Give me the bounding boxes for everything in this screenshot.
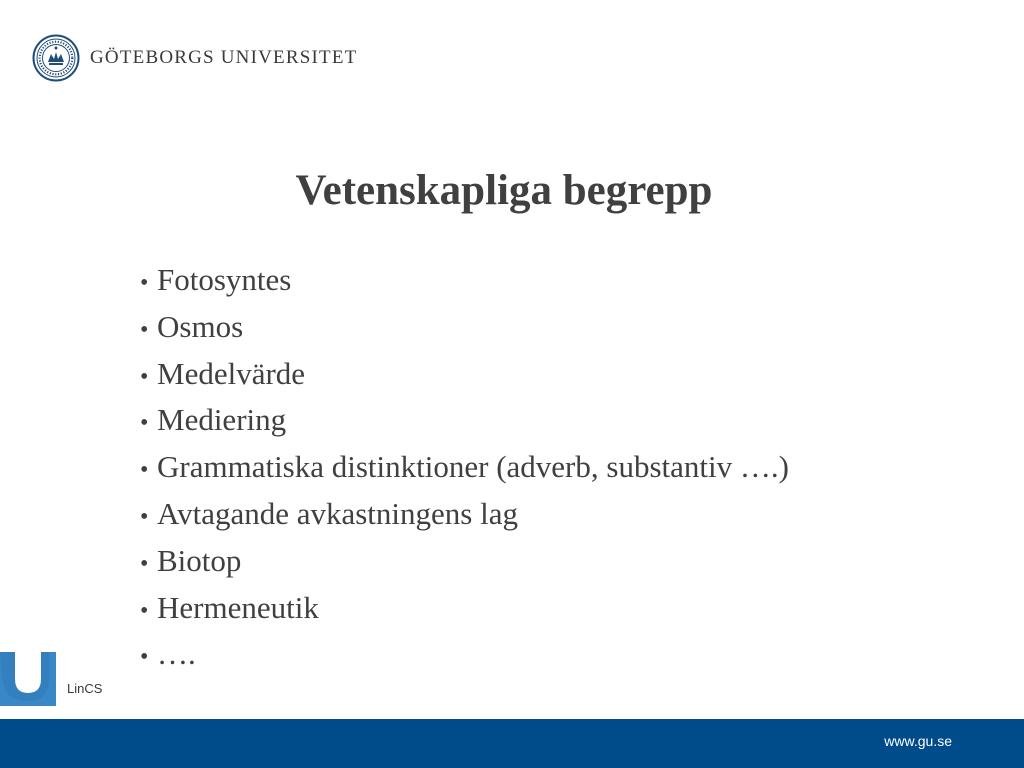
university-seal-icon [32,34,80,82]
bullet-icon: • [140,316,149,343]
list-item [140,543,789,590]
slide-title: Vetenskapliga begrepp [295,167,713,214]
bullet-icon: • [140,363,149,390]
list-item [140,356,789,403]
list-item [140,402,789,449]
list-item-text: Avtagande avkastningens lag [157,495,518,531]
list-item-text: Fotosyntes [157,262,292,297]
list-item-text: Osmos [157,308,244,344]
bullet-icon: • [140,270,149,296]
list-item [140,590,789,637]
list-item-text: Hermeneutik [157,589,319,625]
header-logo [32,34,357,82]
bullet-icon: • [140,410,149,437]
bullet-icon: • [140,457,149,484]
bullet-list [140,262,789,683]
bullet-icon: • [140,503,149,530]
bullet-icon: • [140,644,149,671]
list-item-text: Mediering [157,402,287,438]
list-item-text: Biotop [157,542,242,578]
organization-name: GÖTEBORGS UNIVERSITET [90,47,358,68]
list-item [140,449,789,496]
list-item-text: …. [157,636,196,672]
bullet-icon: • [140,597,149,624]
bullet-icon: • [140,550,149,577]
list-item [140,496,789,543]
footer-url[interactable]: www.gu.se [884,733,952,749]
list-item [140,636,789,683]
lincs-label: LinCS [67,681,103,696]
footer-bar [0,719,1024,768]
list-item-text: Medelvärde [157,355,306,391]
list-item [140,262,789,309]
list-item-text: Grammatiska distinktioner (adverb, substantiv ….) [157,449,789,485]
list-item [140,309,789,356]
lincs-logo-icon [0,652,110,706]
